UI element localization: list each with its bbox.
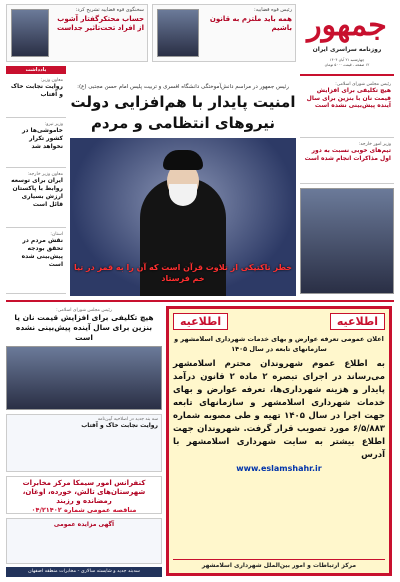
top-box-1-kicker: رئیس قوه قضاییه: bbox=[254, 7, 292, 13]
left-story-3[interactable] bbox=[6, 170, 66, 228]
top-box-1-title: همه باید ملتزم به قانون باشیم bbox=[209, 15, 292, 32]
top-box-2-photo bbox=[11, 9, 49, 57]
ad-title-row bbox=[173, 313, 385, 330]
bottom-box-3[interactable] bbox=[6, 518, 162, 564]
fold-divider bbox=[6, 300, 394, 302]
left-story-1[interactable] bbox=[6, 76, 66, 118]
figure-turban bbox=[163, 150, 203, 170]
left-story-1-kicker: معاون وزیر: bbox=[40, 78, 63, 83]
ad-url-link[interactable]: www.eslamshahr.ir bbox=[236, 464, 322, 473]
left-story-4-title: نقش مردم در تحقق بودجه پیش‌بینی شده است bbox=[21, 237, 63, 268]
masthead-divider bbox=[300, 74, 394, 76]
bottom-left-photo bbox=[6, 346, 162, 410]
lead-kicker: رئیس جمهور در مراسم دانش‌آموختگی دانشگاه افسری و تربیت پلیس امام حسن مجتبی (ع): bbox=[77, 84, 289, 90]
right-story-2-kicker: وزیر امور خارجه: bbox=[358, 142, 391, 147]
right-story-1-title: هیچ تکلیفی برای افزایش قیمت نان با بنزین برای سال آینده پیش‌بینی نشده است bbox=[306, 87, 391, 109]
ad-lead: اعلان عمومی تعرفه عوارض و بهای خدمات شهرداری اسلامشهر و سازمانهای تابعه در سال ۱۴۰۵ bbox=[174, 335, 384, 353]
lead-caption: خطر تاکتیکی از تلاوت قرآن است که آن را به قمر در تیا خم فرستاد bbox=[73, 263, 293, 283]
left-story-4-kicker: استان: bbox=[50, 232, 63, 237]
top-box-1-photo bbox=[157, 9, 199, 57]
meta-line-1: چهارشنبه ۲۱ آبان ۱۴۰۴ bbox=[329, 58, 365, 62]
municipality-ad[interactable] bbox=[166, 306, 392, 576]
masthead-title: جمهور bbox=[307, 8, 387, 43]
left-story-4[interactable] bbox=[6, 230, 66, 294]
left-story-2-title: خاموشی‌ها در کشور تکرار نخواهد شد bbox=[21, 127, 63, 150]
left-story-3-kicker: معاون وزیر خارجه: bbox=[27, 172, 63, 177]
left-redbar: یادداشت bbox=[6, 66, 66, 74]
bottom-bar: سه‌بند جدید و شایسته سالاری - مخابرات منطقه اصفهان bbox=[6, 567, 162, 577]
left-story-2-kicker: وزیر نیرو: bbox=[44, 122, 63, 127]
bottom-box-3-title: آگهی مزایده عمومی bbox=[53, 521, 115, 528]
left-story-1-title: روایت نجابت خاک و آفتاب bbox=[10, 83, 63, 98]
top-box-2-kicker: سخنگوی قوه قضاییه تشریح کرد: bbox=[75, 7, 144, 13]
bottom-box-1[interactable] bbox=[6, 414, 162, 472]
right-story-1[interactable] bbox=[300, 80, 394, 138]
bottom-box-1-kicker: سه بند جدید در اصلاحیه آیین‌نامه bbox=[97, 417, 158, 422]
masthead-subtitle: روزنامه سراسری ایران bbox=[312, 46, 382, 53]
right-story-1-kicker: رئیس مجلس شورای اسلامی: bbox=[335, 82, 391, 87]
bottom-left-headline: هیچ تکلیفی برای افزایش قیمت نان یا بنزین برای سال آینده پیش‌بینی نشده است bbox=[14, 313, 154, 342]
ad-label-2: اطلاعیه bbox=[173, 313, 228, 330]
lead-headline[interactable]: امنیت پایدار با هم‌افزایی دولت نیروهای انتظامی و مردم bbox=[70, 93, 296, 132]
left-story-3-title: ایران برای توسعه روابط با پاکستان ارزش بسیاری قائل است bbox=[11, 177, 63, 208]
ad-label-1: اطلاعیه bbox=[330, 313, 385, 330]
bottom-box-1-title: روایت نجابت خاک و آفتاب bbox=[81, 422, 158, 429]
right-story-2-title: تیم‌های خوبی نسبت به دور اول مذاکرات انجام شده است bbox=[304, 147, 391, 162]
right-story-2[interactable] bbox=[300, 140, 394, 184]
left-story-2[interactable] bbox=[6, 120, 66, 168]
ad-footer: مرکز ارتباطات و امور بین‌الملل شهرداری اسلامشهر bbox=[173, 559, 385, 569]
bottom-box-2[interactable] bbox=[6, 476, 162, 514]
bottom-box-2-sub: مناقصه عمومی شماره ۰۴/۲۱۴۰۲ bbox=[31, 506, 137, 514]
top-box-2-title: حساب محتکرگفتار آشوب از افراد تحت‌تاثیر جداست bbox=[56, 15, 144, 32]
masthead-meta bbox=[300, 58, 394, 72]
top-box-1[interactable] bbox=[152, 4, 296, 62]
bottom-left-story[interactable] bbox=[6, 306, 162, 345]
bottom-left-kicker: رئیس مجلس شورای اسلامی: bbox=[56, 308, 112, 313]
meta-line-2: ۱۲ صفحه - قیمت ۵۰۰۰ تومان bbox=[324, 62, 370, 67]
ad-body: به اطلاع عموم شهروندان محترم اسلامشهر می‌رساند در اجرای تبصره ۲ ماده ۲ قانون درآمد پایدار و هزینه شهرداری‌ها، تعرفه عوارض و بهای خدمات شهرداری اسلامشهر و سازمانهای تابعه جهت اجرا در سال ۱۴۰۵ تهیه و طی مصوبه شماره ۶/۵/۸۸۳ مورد تصویب قرار گرفت. شهروندان جهت اطلاع بیشتر به سایت شهرداری اسلامشهر با آدرس bbox=[173, 359, 385, 460]
top-box-2[interactable] bbox=[6, 4, 148, 62]
bottom-box-2-title: کنفرانس امور سیمکا مرکز مخابرات شهرستان‌های تالش، خورده، اوغان، رمضانده و رزبند bbox=[22, 479, 146, 505]
right-column-photo bbox=[300, 188, 394, 294]
